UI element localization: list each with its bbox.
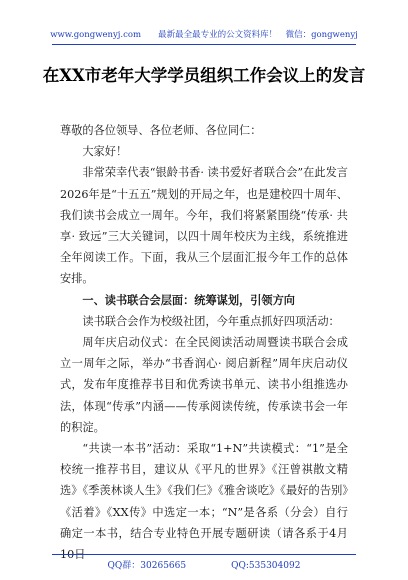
document-body xyxy=(60,120,348,565)
page-footer: QQ群：30265665 QQ:535304092 xyxy=(107,561,301,571)
paragraph-activities: 读书联合会作为校级社团，今年重点抓好四项活动： xyxy=(82,314,340,328)
paragraph-shared-reading: “共读一本书”活动：采取“1+N”共读模式：“1”是全校统一推荐书目，建议从《平凡的世界》《汪曾祺散文精选》《季羡林谈人生》《我们仨》《雅舍谈吃》《最好的告别》《活着》《XX传》中选定一本；“N”是各系（分会）自行确定一本书，结合专业特色开展专题研读（请各系于4月10日 xyxy=(60,442,348,562)
paragraph-anniversary: 周年庆启动仪式：在全民阅读活动周暨读书联合会成立一周年之际，举办“书香润心· 阅启新程”周年庆启动仪式，发布年度推荐书目和优秀读书单元、读书小组推选办法，体现“传承”内涵——传承阅读传统，传承读书会一年的积淀。 xyxy=(60,336,348,434)
header-rule xyxy=(52,44,356,45)
paragraph-intro: 非常荣幸代表“银龄书香· 读书爱好者联合会”在此发言2026年是“十五五”规划的开局之年，也是建校四十周年、我们读书会成立一周年。今年，我们将紧紧围绕“传承· 共享· 致远”三大关键词，以四十周年校庆为主线，系统推进全年阅读工作。下面，我从三个层面汇报今年工作的总体安排。 xyxy=(60,166,348,286)
page-header: www.gongwenyj.com 最新最全最专业的公文资料库！ 微信：gongwenyj xyxy=(50,30,358,40)
section-heading-1: 一、读书联合会层面：统筹谋划，引领方向 xyxy=(82,292,295,307)
greeting: 尊敬的各位领导、各位老师、各位同仁： xyxy=(60,124,262,137)
paragraph-hello: 大家好！ xyxy=(82,145,128,159)
document-title: 在XX市老年大学学员组织工作会议上的发言 xyxy=(42,66,366,85)
footer-rule xyxy=(52,554,356,555)
